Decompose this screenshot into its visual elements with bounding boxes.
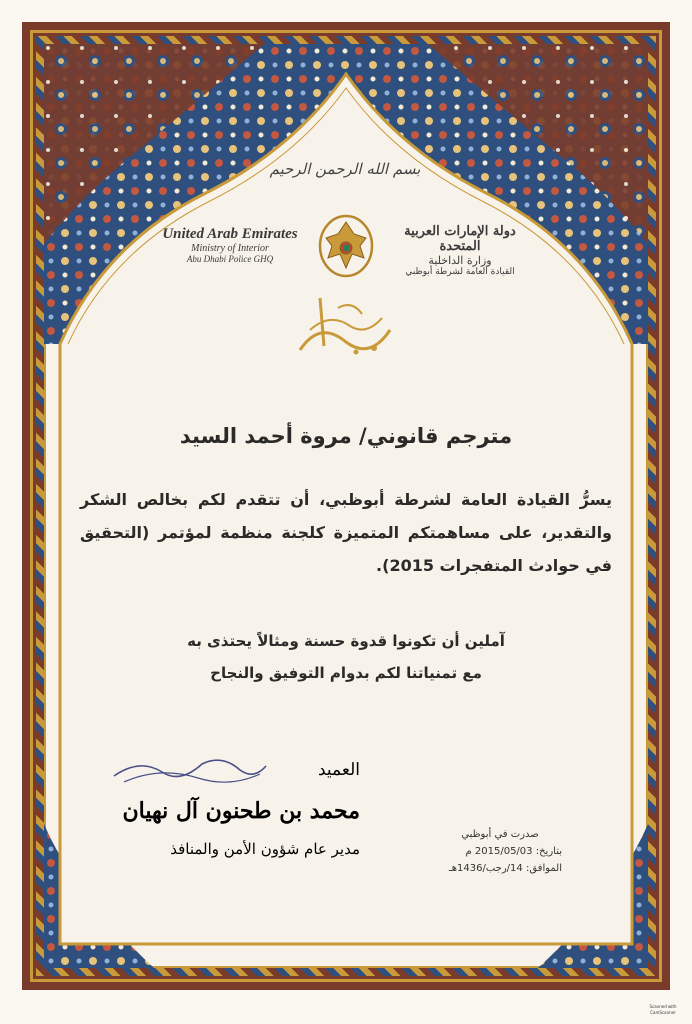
- recipient-name: مترجم قانوني/ مروة أحمد السيد: [179, 424, 513, 448]
- falcon-emblem-icon: [316, 212, 376, 278]
- header-country-en: United Arab Emirates: [162, 226, 298, 242]
- header-police-ar: القيادة العامة لشرطة أبوظبي: [405, 267, 515, 277]
- header-country-ar: دولة الإمارات العربية المتحدة: [404, 224, 516, 254]
- basmala: بسم الله الرحمن الرحيم: [269, 160, 421, 178]
- english-header: [150, 226, 310, 264]
- issue-date: بتاريخ: 2015/05/03 م: [465, 846, 562, 857]
- arabic-header: [385, 224, 535, 277]
- issue-place: صدرت في أبوظبي: [461, 829, 539, 840]
- signatory-title: مدير عام شؤون الأمن والمنافذ: [170, 840, 360, 858]
- scanner-line-2: CamScanner: [650, 1010, 676, 1015]
- issue-details: [400, 826, 600, 877]
- certificate-body: يسرُّ القيادة العامة لشرطة أبوظبي، أن تتقدم لكم بخالص الشكر والتقدير، على مساهمتكم المتميزة كلجنة منظمة لمؤتمر (التحقيق في حوادث المتفجرات 2015).: [80, 490, 612, 575]
- certificate-calligraphy-logo: [290, 290, 402, 364]
- scanner-line-1: Scanned with: [649, 1004, 677, 1009]
- issue-hijri-date: الموافق: 14/رجب/1436هـ: [448, 863, 562, 874]
- wish-line-1: آملين أن تكونوا قدوة حسنة ومثالاً يحتذى به: [187, 632, 505, 650]
- header-police-en: Abu Dhabi Police GHQ: [186, 254, 274, 264]
- signatory-name: محمد بن طحنون آل نهيان: [122, 798, 360, 824]
- header-ministry-en: Ministry of Interior: [191, 243, 269, 254]
- signatory-rank: العميد: [318, 760, 360, 780]
- wish-line-2: مع تمنياتنا لكم بدوام التوفيق والنجاح: [210, 664, 482, 682]
- header-ministry-ar: وزارة الداخلية: [428, 254, 492, 267]
- scanner-watermark: [642, 1004, 684, 1018]
